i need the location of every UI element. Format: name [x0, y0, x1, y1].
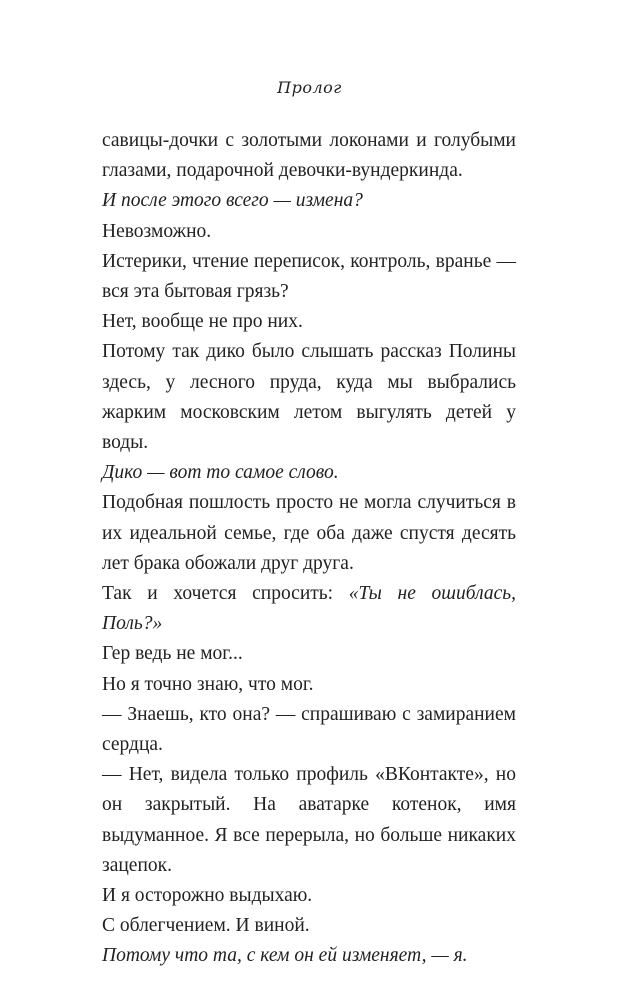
paragraph	[102, 579, 516, 639]
body-text	[102, 126, 516, 972]
paragraph: Гер ведь не мог...	[102, 643, 243, 665]
paragraph: И я осторожно выдыхаю.	[102, 885, 313, 907]
running-head: Пролог	[277, 78, 342, 97]
paragraph: И после этого всего — измена?	[102, 190, 363, 212]
paragraph: Но я точно знаю, что мог.	[102, 673, 314, 695]
paragraph: Потому так дико было слышать рассказ Полины здесь, у лесного пруда, куда мы выбрались жарким московским летом выгулять детей у воды.	[102, 341, 516, 454]
paragraph: Невозможно.	[102, 220, 212, 242]
paragraph: Дико — вот то самое слово.	[102, 462, 339, 484]
paragraph: савицы-дочки с золотыми локонами и голубыми глазами, подарочной девочки-вундеркинда.	[102, 130, 516, 182]
paragraph: — Знаешь, кто она? — спрашиваю с замиранием сердца.	[102, 703, 516, 756]
paragraph: Потому что та, с кем он ей изменяет, — я.	[102, 945, 468, 967]
paragraph: Подобная пошлость просто не могла случиться в их идеальной семье, где оба даже спустя десять лет брака обожали друг друга.	[102, 492, 516, 574]
paragraph: С облегчением. И виной.	[102, 915, 310, 937]
quoted-question: «Ты не ошиблась, Поль?»	[102, 583, 516, 635]
paragraph: Нет, вообще не про них.	[102, 311, 303, 333]
paragraph: Истерики, чтение переписок, контроль, вранье — вся эта бытовая грязь?	[102, 250, 516, 303]
paragraph: — Нет, видела только профиль «ВКонтакте», но он закрытый. На аватарке котенок, имя выдуманное. Я все перерыла, но больше никаких зацепок.	[102, 764, 516, 876]
paragraph-text: Так и хочется спросить:	[102, 583, 349, 605]
